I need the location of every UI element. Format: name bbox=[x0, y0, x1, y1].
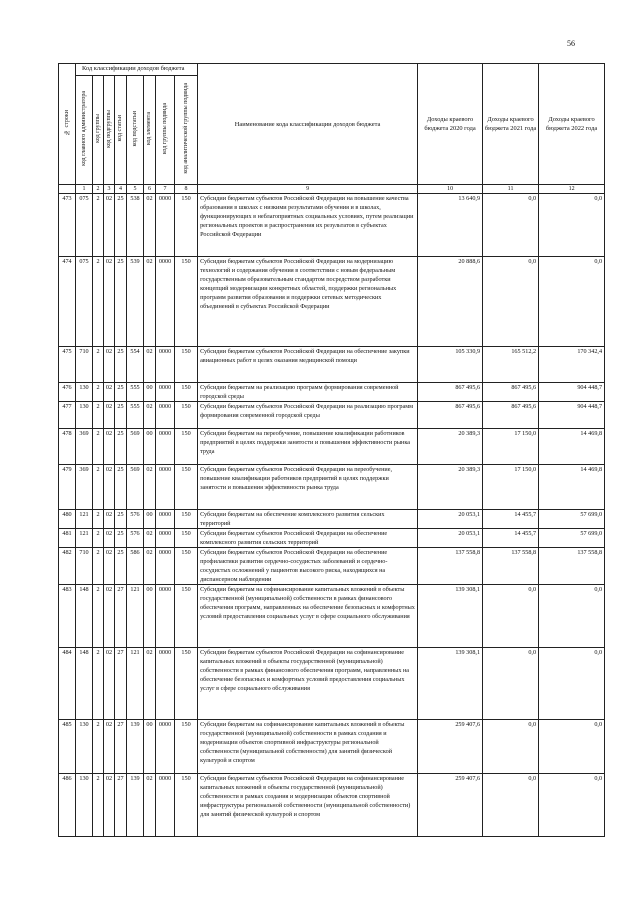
cell-subtype: 0000 bbox=[156, 510, 175, 529]
header-classification-group: Код классификации доходов бюджета bbox=[76, 64, 198, 76]
cell-element: 02 bbox=[144, 529, 156, 548]
cell-y2022: 0,0 bbox=[539, 194, 605, 257]
cell-group: 2 bbox=[93, 194, 104, 257]
cell-article: 25 bbox=[115, 347, 127, 383]
cell-article: 27 bbox=[115, 720, 127, 774]
table-row bbox=[59, 529, 605, 548]
table-row bbox=[59, 548, 605, 585]
cell-y2020: 20 389,3 bbox=[418, 429, 483, 465]
cell-article: 27 bbox=[115, 774, 127, 837]
header-analytic-group: код аналитической группы подвида bbox=[175, 76, 198, 185]
cell-subgroup: 02 bbox=[104, 548, 115, 585]
header-subarticle: код подстатьи bbox=[127, 76, 144, 185]
cell-group: 2 bbox=[93, 774, 104, 837]
table-row bbox=[59, 429, 605, 465]
cell-name: Субсидии бюджетам субъектов Российской Федерации на обеспечение закупки авиационных работ в целях оказания медицинской помощи bbox=[198, 347, 418, 383]
cell-y2020: 20 389,3 bbox=[418, 465, 483, 510]
cell-y2020: 139 308,1 bbox=[418, 648, 483, 720]
cell-element: 00 bbox=[144, 585, 156, 648]
cell-y2020: 259 407,6 bbox=[418, 774, 483, 837]
cell-no: 473 bbox=[59, 194, 76, 257]
column-number: 1 bbox=[76, 185, 93, 194]
cell-analytic: 150 bbox=[175, 465, 198, 510]
cell-subgroup: 02 bbox=[104, 720, 115, 774]
cell-y2020: 867 495,6 bbox=[418, 383, 483, 402]
cell-y2021: 867 495,6 bbox=[483, 402, 539, 429]
cell-subtype: 0000 bbox=[156, 347, 175, 383]
cell-group: 2 bbox=[93, 383, 104, 402]
revenue-table bbox=[58, 63, 605, 837]
cell-y2020: 867 495,6 bbox=[418, 402, 483, 429]
cell-admin: 130 bbox=[76, 720, 93, 774]
cell-admin: 075 bbox=[76, 194, 93, 257]
cell-group: 2 bbox=[93, 257, 104, 347]
cell-no: 484 bbox=[59, 648, 76, 720]
table-row bbox=[59, 465, 605, 510]
cell-subgroup: 02 bbox=[104, 194, 115, 257]
cell-article: 27 bbox=[115, 648, 127, 720]
cell-y2021: 165 512,2 bbox=[483, 347, 539, 383]
cell-y2022: 14 469,8 bbox=[539, 465, 605, 510]
table-row bbox=[59, 402, 605, 429]
cell-no: 480 bbox=[59, 510, 76, 529]
table-row bbox=[59, 383, 605, 402]
cell-name: Субсидии бюджетам на реализацию программ формирования современной городской среды bbox=[198, 383, 418, 402]
cell-no: 474 bbox=[59, 257, 76, 347]
cell-article: 25 bbox=[115, 529, 127, 548]
cell-element: 02 bbox=[144, 194, 156, 257]
cell-subgroup: 02 bbox=[104, 510, 115, 529]
cell-subarticle: 576 bbox=[127, 510, 144, 529]
cell-admin: 148 bbox=[76, 648, 93, 720]
cell-no: 477 bbox=[59, 402, 76, 429]
cell-no: 481 bbox=[59, 529, 76, 548]
header-row-no: № строки bbox=[59, 64, 76, 185]
cell-name: Субсидии бюджетам субъектов Российской Федерации на повышение качества образования в школах с низкими результатами обучения и в школах, функционирующих в неблагоприятных социальных условиях, путем реализации региональных проектов и распространения их результатов в субъектах Российской Федерации bbox=[198, 194, 418, 257]
cell-article: 25 bbox=[115, 429, 127, 465]
column-number: 4 bbox=[115, 185, 127, 194]
cell-subtype: 0000 bbox=[156, 194, 175, 257]
cell-y2020: 20 053,1 bbox=[418, 529, 483, 548]
cell-subarticle: 586 bbox=[127, 548, 144, 585]
cell-article: 25 bbox=[115, 257, 127, 347]
table-row bbox=[59, 194, 605, 257]
cell-analytic: 150 bbox=[175, 257, 198, 347]
cell-subarticle: 569 bbox=[127, 465, 144, 510]
cell-y2021: 17 150,0 bbox=[483, 465, 539, 510]
cell-subgroup: 02 bbox=[104, 774, 115, 837]
header-subgroup: код подгруппы bbox=[104, 76, 115, 185]
cell-group: 2 bbox=[93, 429, 104, 465]
cell-subarticle: 139 bbox=[127, 774, 144, 837]
cell-no: 479 bbox=[59, 465, 76, 510]
cell-y2022: 57 699,0 bbox=[539, 529, 605, 548]
cell-analytic: 150 bbox=[175, 774, 198, 837]
cell-element: 02 bbox=[144, 465, 156, 510]
table-row bbox=[59, 347, 605, 383]
cell-y2021: 0,0 bbox=[483, 257, 539, 347]
cell-subgroup: 02 bbox=[104, 465, 115, 510]
cell-name: Субсидии бюджетам на софинансирование капитальных вложений в объекты государственной (муниципальной) собственности в рамках финансового обеспечения программ, направленных на обеспечение безопасных и комфортных условий предоставления социальных услуг в сфере социального обслуживания bbox=[198, 585, 418, 648]
cell-group: 2 bbox=[93, 465, 104, 510]
cell-y2022: 137 558,8 bbox=[539, 548, 605, 585]
table-row bbox=[59, 510, 605, 529]
cell-y2022: 0,0 bbox=[539, 585, 605, 648]
cell-group: 2 bbox=[93, 402, 104, 429]
cell-y2021: 867 495,6 bbox=[483, 383, 539, 402]
cell-admin: 130 bbox=[76, 774, 93, 837]
header-2020: Доходы краевого бюджета 2020 года bbox=[418, 64, 483, 185]
cell-name: Субсидии бюджетам на софинансирование капитальных вложений в объекты государственной (муниципальной) собственности в рамках создания и модернизации объектов спортивной инфраструктуры региональной собственности (муниципальной собственности) для занятий физической культурой и спортом bbox=[198, 720, 418, 774]
cell-y2021: 14 455,7 bbox=[483, 529, 539, 548]
cell-admin: 369 bbox=[76, 429, 93, 465]
cell-y2021: 0,0 bbox=[483, 774, 539, 837]
cell-subgroup: 02 bbox=[104, 529, 115, 548]
cell-article: 25 bbox=[115, 465, 127, 510]
cell-element: 00 bbox=[144, 383, 156, 402]
column-number: 11 bbox=[483, 185, 539, 194]
column-number: 5 bbox=[127, 185, 144, 194]
cell-no: 476 bbox=[59, 383, 76, 402]
cell-subgroup: 02 bbox=[104, 648, 115, 720]
table-row bbox=[59, 257, 605, 347]
cell-y2021: 0,0 bbox=[483, 648, 539, 720]
cell-y2022: 904 448,7 bbox=[539, 402, 605, 429]
column-number: 6 bbox=[144, 185, 156, 194]
cell-no: 478 bbox=[59, 429, 76, 465]
column-number: 12 bbox=[539, 185, 605, 194]
header-subtype-group: код группы подвида bbox=[156, 76, 175, 185]
cell-y2020: 259 407,6 bbox=[418, 720, 483, 774]
cell-y2021: 17 150,0 bbox=[483, 429, 539, 465]
cell-analytic: 150 bbox=[175, 194, 198, 257]
cell-y2022: 170 342,4 bbox=[539, 347, 605, 383]
cell-analytic: 150 bbox=[175, 383, 198, 402]
cell-element: 02 bbox=[144, 347, 156, 383]
header-element: код элемента bbox=[144, 76, 156, 185]
cell-subarticle: 121 bbox=[127, 648, 144, 720]
cell-y2021: 0,0 bbox=[483, 194, 539, 257]
cell-subarticle: 554 bbox=[127, 347, 144, 383]
cell-no: 486 bbox=[59, 774, 76, 837]
cell-article: 25 bbox=[115, 548, 127, 585]
cell-subgroup: 02 bbox=[104, 347, 115, 383]
cell-subgroup: 02 bbox=[104, 585, 115, 648]
cell-subgroup: 02 bbox=[104, 429, 115, 465]
cell-y2020: 137 558,8 bbox=[418, 548, 483, 585]
cell-element: 02 bbox=[144, 402, 156, 429]
cell-subarticle: 555 bbox=[127, 383, 144, 402]
cell-subtype: 0000 bbox=[156, 257, 175, 347]
cell-subarticle: 569 bbox=[127, 429, 144, 465]
table-row bbox=[59, 774, 605, 837]
table-row bbox=[59, 585, 605, 648]
cell-element: 02 bbox=[144, 648, 156, 720]
cell-y2022: 14 469,8 bbox=[539, 429, 605, 465]
cell-y2020: 20 053,1 bbox=[418, 510, 483, 529]
cell-admin: 130 bbox=[76, 402, 93, 429]
cell-no: 483 bbox=[59, 585, 76, 648]
table-row bbox=[59, 720, 605, 774]
cell-subtype: 0000 bbox=[156, 774, 175, 837]
table-row bbox=[59, 648, 605, 720]
cell-subarticle: 539 bbox=[127, 257, 144, 347]
cell-group: 2 bbox=[93, 347, 104, 383]
cell-analytic: 150 bbox=[175, 548, 198, 585]
cell-subarticle: 576 bbox=[127, 529, 144, 548]
cell-subarticle: 139 bbox=[127, 720, 144, 774]
cell-analytic: 150 bbox=[175, 529, 198, 548]
cell-no: 482 bbox=[59, 548, 76, 585]
cell-y2022: 0,0 bbox=[539, 257, 605, 347]
cell-admin: 369 bbox=[76, 465, 93, 510]
cell-group: 2 bbox=[93, 548, 104, 585]
cell-subgroup: 02 bbox=[104, 402, 115, 429]
cell-y2021: 14 455,7 bbox=[483, 510, 539, 529]
cell-y2022: 904 448,7 bbox=[539, 383, 605, 402]
cell-no: 475 bbox=[59, 347, 76, 383]
cell-y2020: 139 308,1 bbox=[418, 585, 483, 648]
cell-analytic: 150 bbox=[175, 510, 198, 529]
cell-subtype: 0000 bbox=[156, 402, 175, 429]
cell-article: 25 bbox=[115, 194, 127, 257]
cell-admin: 148 bbox=[76, 585, 93, 648]
cell-admin: 075 bbox=[76, 257, 93, 347]
column-number-row bbox=[59, 185, 605, 194]
cell-subtype: 0000 bbox=[156, 429, 175, 465]
cell-name: Субсидии бюджетам субъектов Российской Федерации на обеспечение комплексного развития сельских территорий bbox=[198, 529, 418, 548]
cell-group: 2 bbox=[93, 585, 104, 648]
cell-element: 00 bbox=[144, 429, 156, 465]
cell-subtype: 0000 bbox=[156, 548, 175, 585]
cell-name: Субсидии бюджетам на переобучение, повышение квалификации работников предприятий в целях поддержки занятости и повышения эффективности рынка труда bbox=[198, 429, 418, 465]
cell-y2022: 0,0 bbox=[539, 648, 605, 720]
cell-analytic: 150 bbox=[175, 402, 198, 429]
cell-subgroup: 02 bbox=[104, 383, 115, 402]
cell-subarticle: 121 bbox=[127, 585, 144, 648]
cell-y2022: 0,0 bbox=[539, 774, 605, 837]
cell-analytic: 150 bbox=[175, 648, 198, 720]
cell-subarticle: 538 bbox=[127, 194, 144, 257]
cell-subtype: 0000 bbox=[156, 465, 175, 510]
cell-name: Субсидии бюджетам субъектов Российской Федерации на реализацию программ формирования современной городской среды bbox=[198, 402, 418, 429]
cell-analytic: 150 bbox=[175, 429, 198, 465]
column-number: 9 bbox=[198, 185, 418, 194]
header-2021: Доходы краевого бюджета 2021 года bbox=[483, 64, 539, 185]
cell-name: Субсидии бюджетам на обеспечение комплексного развития сельских территорий bbox=[198, 510, 418, 529]
header-admin: код главного администратора bbox=[76, 76, 93, 185]
cell-admin: 710 bbox=[76, 548, 93, 585]
cell-y2021: 0,0 bbox=[483, 720, 539, 774]
cell-element: 00 bbox=[144, 720, 156, 774]
cell-element: 02 bbox=[144, 257, 156, 347]
cell-element: 00 bbox=[144, 510, 156, 529]
cell-name: Субсидии бюджетам субъектов Российской Федерации на софинансирование капитальных вложений в объекты государственной (муниципальной) собственности в рамках финансового обеспечения программ, направленных на обеспечение безопасных и комфортных условий предоставления социальных услуг в сфере социального обслуживания bbox=[198, 648, 418, 720]
cell-y2020: 20 888,6 bbox=[418, 257, 483, 347]
cell-analytic: 150 bbox=[175, 347, 198, 383]
cell-analytic: 150 bbox=[175, 720, 198, 774]
cell-name: Субсидии бюджетам субъектов Российской Федерации на модернизацию технологий и содержания обучения в соответствии с новым федеральным государственным образовательным стандартом посредством разработки концепций модернизации конкретных областей, поддержки региональных программ развития образования и поддержки сетевых методических объединений в субъектах Российской Федерации bbox=[198, 257, 418, 347]
cell-group: 2 bbox=[93, 510, 104, 529]
cell-group: 2 bbox=[93, 529, 104, 548]
cell-article: 27 bbox=[115, 585, 127, 648]
cell-subtype: 0000 bbox=[156, 383, 175, 402]
cell-no: 485 bbox=[59, 720, 76, 774]
cell-article: 25 bbox=[115, 383, 127, 402]
cell-y2021: 137 558,8 bbox=[483, 548, 539, 585]
cell-element: 02 bbox=[144, 774, 156, 837]
cell-y2022: 0,0 bbox=[539, 720, 605, 774]
cell-y2022: 57 699,0 bbox=[539, 510, 605, 529]
cell-y2020: 13 640,9 bbox=[418, 194, 483, 257]
cell-subgroup: 02 bbox=[104, 257, 115, 347]
cell-admin: 710 bbox=[76, 347, 93, 383]
cell-article: 25 bbox=[115, 510, 127, 529]
cell-analytic: 150 bbox=[175, 585, 198, 648]
column-number: 7 bbox=[156, 185, 175, 194]
cell-name: Субсидии бюджетам субъектов Российской Федерации на переобучение, повышение квалификации работников предприятий в целях поддержки занятости и повышения эффективности рынка труда bbox=[198, 465, 418, 510]
cell-element: 02 bbox=[144, 548, 156, 585]
cell-y2020: 105 330,9 bbox=[418, 347, 483, 383]
cell-admin: 130 bbox=[76, 383, 93, 402]
column-number: 10 bbox=[418, 185, 483, 194]
cell-subtype: 0000 bbox=[156, 585, 175, 648]
column-number: 8 bbox=[175, 185, 198, 194]
cell-name: Субсидии бюджетам субъектов Российской Федерации на обеспечение профилактики развития сердечно-сосудистых заболеваний и сердечно-сосудистых осложнений у пациентов высокого риска, находящихся на диспансерном наблюдении bbox=[198, 548, 418, 585]
cell-admin: 121 bbox=[76, 529, 93, 548]
cell-subtype: 0000 bbox=[156, 648, 175, 720]
header-article: код статьи bbox=[115, 76, 127, 185]
header-group: код группы bbox=[93, 76, 104, 185]
column-number bbox=[59, 185, 76, 194]
header-2022: Доходы краевого бюджета 2022 года bbox=[539, 64, 605, 185]
cell-subtype: 0000 bbox=[156, 720, 175, 774]
cell-article: 25 bbox=[115, 402, 127, 429]
cell-admin: 121 bbox=[76, 510, 93, 529]
column-number: 3 bbox=[104, 185, 115, 194]
cell-y2021: 0,0 bbox=[483, 585, 539, 648]
cell-group: 2 bbox=[93, 720, 104, 774]
header-name: Наименование кода классификации доходов бюджета bbox=[198, 64, 418, 185]
cell-subtype: 0000 bbox=[156, 529, 175, 548]
page-number: 56 bbox=[567, 39, 575, 48]
cell-group: 2 bbox=[93, 648, 104, 720]
cell-name: Субсидии бюджетам субъектов Российской Федерации на софинансирование капитальных вложений в объекты государственной (муниципальной) собственности в рамках создания и модернизации объектов спортивной инфраструктуры региональной собственности (муниципальной собственности) для занятий физической культурой и спортом bbox=[198, 774, 418, 837]
cell-subarticle: 555 bbox=[127, 402, 144, 429]
column-number: 2 bbox=[93, 185, 104, 194]
